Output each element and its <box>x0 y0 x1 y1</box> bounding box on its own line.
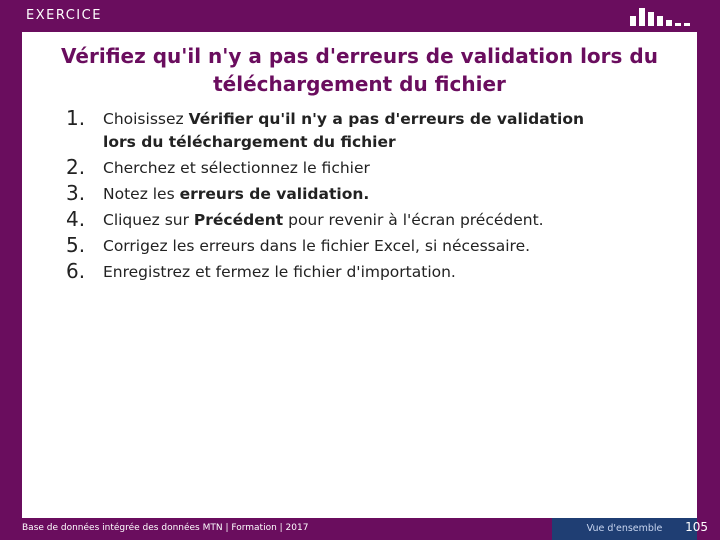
slide-title <box>22 42 697 98</box>
step-text: Corrigez les erreurs dans le fichier Excel, si nécessaire. <box>103 237 531 255</box>
title-line-2: téléchargement du fichier <box>213 72 506 96</box>
step-number: 5. <box>66 233 86 257</box>
footer-text: Base de données intégrée des données MTN | Formation | 2017 <box>22 523 309 533</box>
section-label: EXERCICE <box>26 8 102 23</box>
step-text: Cliquez sur <box>103 211 194 229</box>
step-item <box>66 209 686 232</box>
step-item <box>66 108 686 154</box>
step-emphasis-line2: lors du téléchargement du fichier <box>103 133 396 151</box>
steps-list <box>66 108 686 287</box>
slide-content <box>22 32 697 518</box>
step-item <box>66 183 686 206</box>
step-item <box>66 157 686 180</box>
step-text: Notez les <box>103 185 180 203</box>
page-number: 105 <box>685 520 708 534</box>
step-emphasis: Précédent <box>193 211 284 229</box>
step-emphasis: erreurs de validation. <box>179 185 370 203</box>
title-line-1: Vérifiez qu'il n'y a pas d'erreurs de validation lors du <box>61 44 658 68</box>
step-item <box>66 261 686 284</box>
overview-nav-button[interactable]: Vue d'ensemble <box>552 518 697 540</box>
step-number: 4. <box>66 207 86 231</box>
step-text: Enregistrez et fermez le fichier d'importation. <box>103 263 456 281</box>
step-text: Cherchez et sélectionnez le fichier <box>103 159 370 177</box>
bar-logo-icon <box>630 6 696 26</box>
step-number: 6. <box>66 259 86 283</box>
step-number: 2. <box>66 155 86 179</box>
step-number: 3. <box>66 181 86 205</box>
step-number: 1. <box>66 106 86 130</box>
step-emphasis: Vérifier qu'il n'y a pas d'erreurs de validation <box>188 110 585 128</box>
step-item <box>66 235 686 258</box>
step-text-after: pour revenir à l'écran précédent. <box>283 211 544 229</box>
footer <box>22 518 697 540</box>
step-text: Choisissez <box>103 110 189 128</box>
